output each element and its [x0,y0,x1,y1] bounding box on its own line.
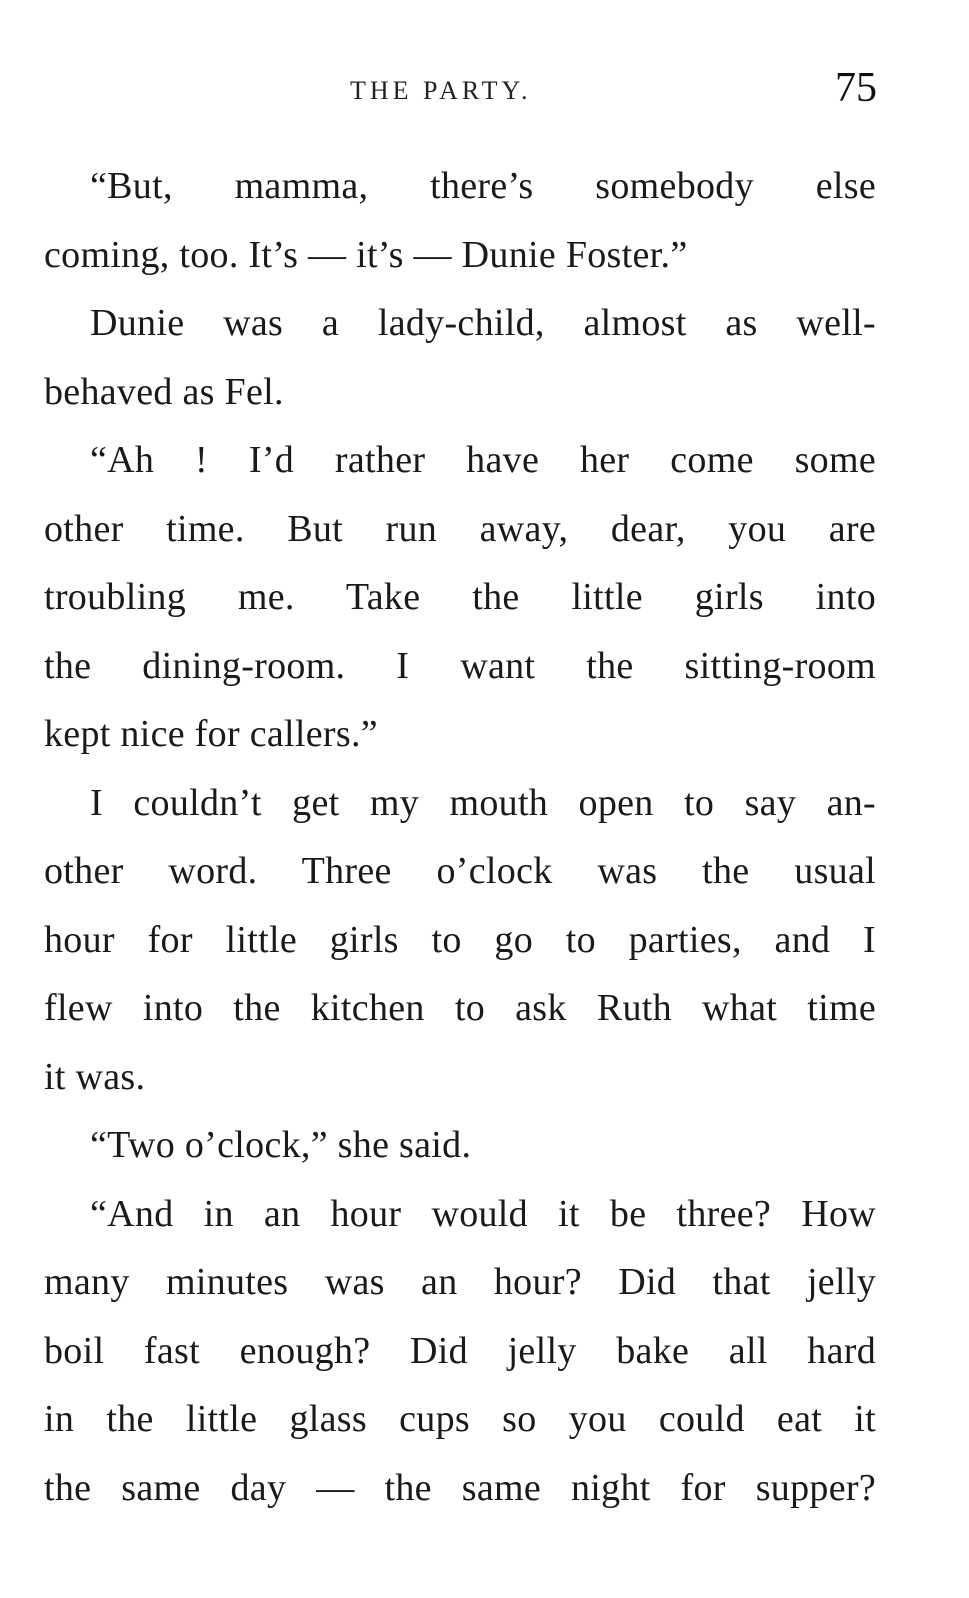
text-line: hour for little girls to go to parties, and I [44,918,876,961]
running-head [0,65,969,120]
text-line: troubling me. Take the little girls into [44,576,876,618]
text-line: the dining-room. I want the sitting-room [44,644,876,687]
text-line: boil fast enough? Did jelly bake all hard [44,1329,876,1372]
text-line: behaved as Fel. [44,370,284,413]
body-text [44,152,876,1522]
text-line: “And in an hour would it be three? How [90,1192,876,1235]
text-line: coming, too. It’s — it’s — Dunie Foster.” [44,233,688,276]
text-line: it was. [44,1055,146,1098]
text-line: other time. But run away, dear, you are [44,507,876,550]
page-number: 75 [835,65,877,111]
text-line: flew into the kitchen to ask Ruth what time [44,987,876,1029]
text-line: other word. Three o’clock was the usual [44,850,876,892]
running-title: THE PARTY. [350,76,532,105]
text-line: the same day — the same night for supper? [44,1466,876,1509]
text-line: “Ah ! I’d rather have her come some [90,439,876,481]
text-line: “Two o’clock,” she said. [90,1124,472,1166]
text-line: “But, mamma, there’s somebody else [90,165,876,207]
text-line: kept nice for callers.” [44,713,378,755]
text-line: many minutes was an hour? Did that jelly [44,1261,876,1303]
text-line: I couldn’t get my mouth open to say an- [90,781,876,824]
text-line: in the little glass cups so you could eat it [44,1398,876,1440]
text-line: Dunie was a lady-child, almost as well- [90,302,876,344]
